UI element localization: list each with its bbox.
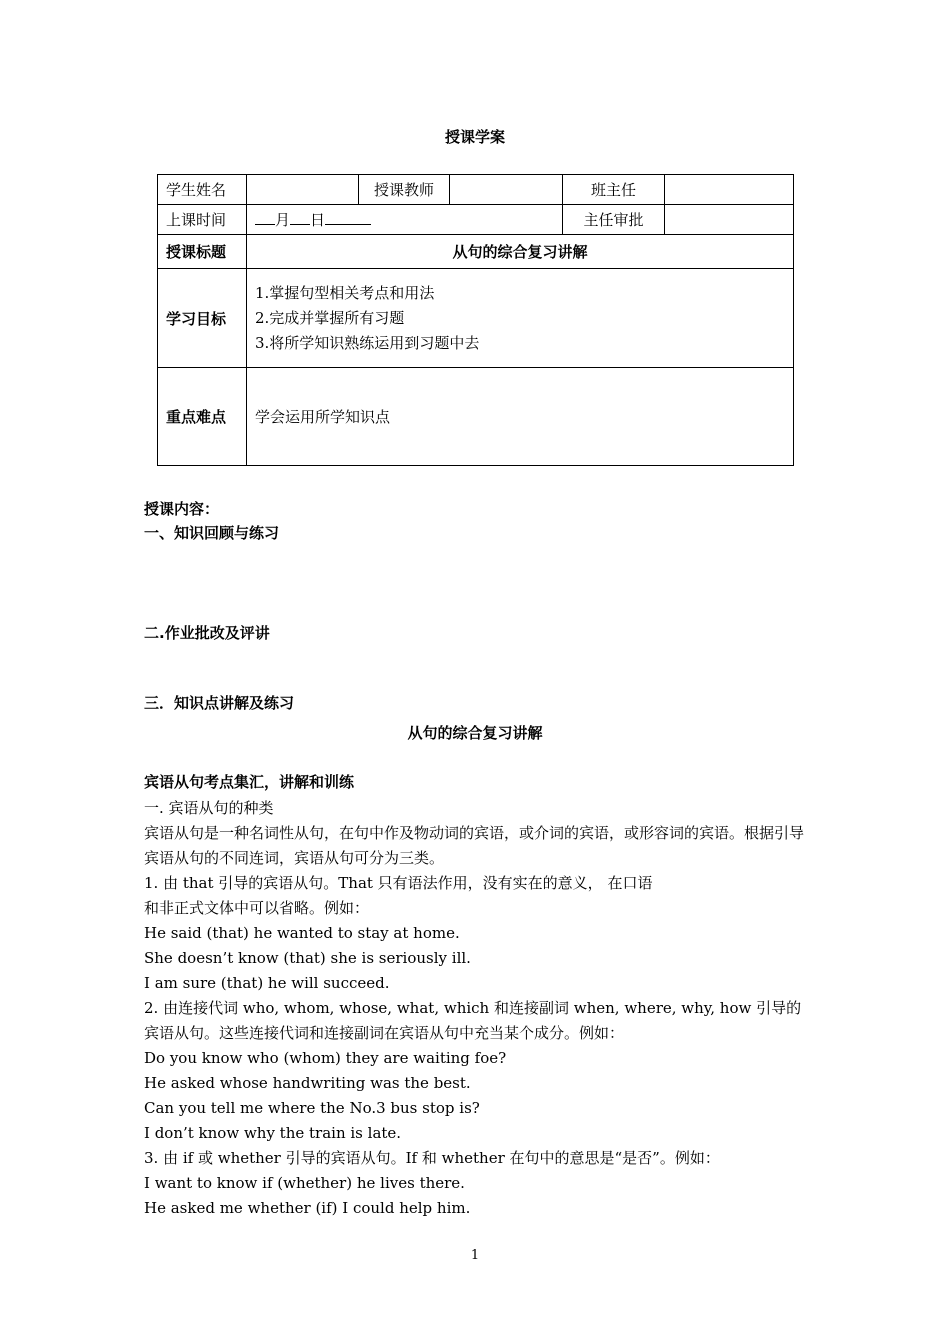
section-heading-2: 二.作业批改及评讲: [144, 624, 270, 642]
section-heading-1: 一、知识回顾与练习: [144, 524, 280, 542]
key-points-value: 学会运用所学知识点: [247, 368, 794, 466]
section-heading-3: 三．知识点讲解及练习: [144, 694, 295, 712]
head-teacher-value: [665, 175, 794, 205]
goals-list: [247, 269, 794, 368]
goal-item: 3.将所学知识熟练运用到习题中去: [255, 333, 480, 352]
table-row: [158, 269, 794, 368]
student-name-label: 学生姓名: [158, 175, 247, 205]
teacher-value: [450, 175, 563, 205]
goal-item: 1.掌握句型相关考点和用法: [255, 283, 435, 302]
time-blank: [325, 210, 371, 225]
student-name-value: [247, 175, 359, 205]
page-number: 1: [470, 1248, 480, 1263]
month-char: 月: [275, 211, 291, 229]
goal-item: 2.完成并掌握所有习题: [255, 308, 405, 327]
class-time-value: [247, 205, 563, 235]
example-sentence: Do you know who (whom) they are waiting foe?: [144, 1049, 507, 1067]
example-sentence: I am sure (that) he will succeed.: [144, 974, 390, 992]
table-row: [158, 205, 794, 235]
table-row: [158, 175, 794, 205]
example-sentence: He asked whose handwriting was the best.: [144, 1074, 471, 1092]
topic-label: 授课标题: [158, 235, 247, 269]
key-points-label: 重点难点: [158, 368, 247, 466]
example-sentence: She doesn’t know (that) she is seriously ill.: [144, 949, 471, 967]
class-time-label: 上课时间: [158, 205, 247, 235]
text-line: 3. 由 if 或 whether 引导的宾语从句。If 和 whether 在句中的意思是“是否”。例如：: [144, 1149, 720, 1167]
teacher-label: 授课教师: [359, 175, 450, 205]
example-sentence: I want to know if (whether) he lives there.: [144, 1174, 465, 1192]
example-sentence: I don’t know why the train is late.: [144, 1124, 402, 1142]
example-sentence: Can you tell me where the No.3 bus stop is?: [144, 1099, 480, 1117]
lesson-body: [144, 796, 810, 1221]
table-row: [158, 368, 794, 466]
document-title: 授课学案: [444, 128, 505, 146]
day-blank: [290, 210, 310, 225]
text-line: 和非正式文体中可以省略。例如：: [144, 899, 370, 917]
month-blank: [255, 210, 275, 225]
text-line: 一. 宾语从句的种类: [144, 799, 274, 817]
director-review-label: 主任审批: [563, 205, 665, 235]
day-char: 日: [310, 211, 326, 229]
table-row: [158, 235, 794, 269]
head-teacher-label: 班主任: [563, 175, 665, 205]
example-sentence: He asked me whether (if) I could help him.: [144, 1199, 471, 1217]
topic-value: 从句的综合复习讲解: [247, 235, 794, 269]
goals-label: 学习目标: [158, 269, 247, 368]
text-line: 1. 由 that 引导的宾语从句。That 只有语法作用，没有实在的意义， 在口语: [144, 874, 653, 892]
lesson-title: 从句的综合复习讲解: [407, 724, 543, 742]
text-paragraph: 宾语从句是一种名词性从句，在句中作及物动词的宾语，或介词的宾语，或形容词的宾语。根据引导宾语从句的不同连词，宾语从句可分为三类。: [144, 824, 805, 867]
lesson-info-table: [157, 174, 794, 466]
text-paragraph: 2. 由连接代词 who, whom, whose, what, which 和连接副词 when, where, why, how 引导的宾语从句。这些连接代词和连接副词在宾语从句中充当某个成分。例如：: [144, 999, 802, 1042]
content-label: 授课内容：: [144, 500, 220, 518]
subheading: 宾语从句考点集汇，讲解和训练: [144, 773, 355, 791]
example-sentence: He said (that) he wanted to stay at home.: [144, 924, 460, 942]
director-review-value: [665, 205, 794, 235]
